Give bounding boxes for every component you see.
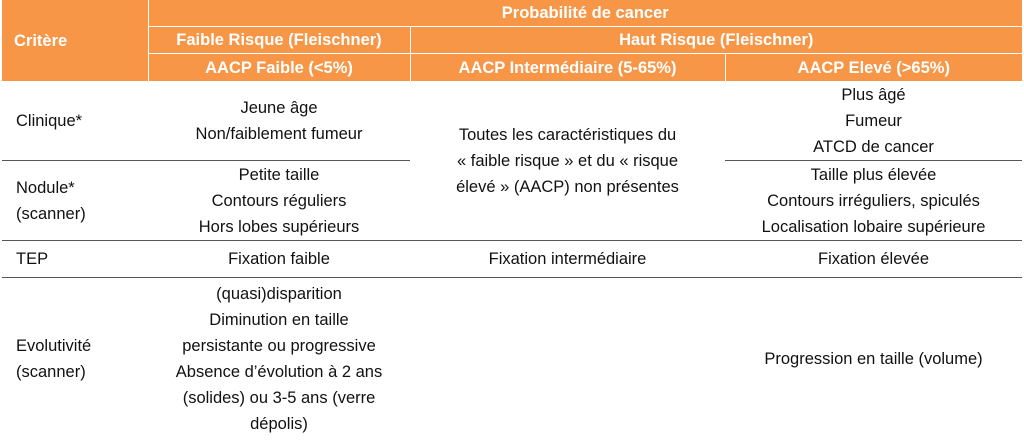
cell-line: Absence d’évolution à 2 ans [175, 362, 383, 381]
table-row [2, 241, 1022, 278]
row-name-evolutivite [2, 278, 148, 440]
criterion-header: Critère [2, 0, 148, 82]
cell-line: Contours irréguliers, spiculés [767, 191, 980, 210]
mid-shared-cell [410, 82, 725, 241]
col-high-header: AACP Elevé (>65%) [725, 54, 1022, 82]
low-risk-group-header: Faible Risque (Fleischner) [148, 27, 410, 54]
table-row [2, 278, 1022, 440]
probability-header: Probabilité de cancer [148, 0, 1022, 27]
col-mid-header: AACP Intermédiaire (5-65%) [410, 54, 725, 82]
cell-line: « faible risque » et du « risque [456, 152, 679, 170]
clinique-high-cell [725, 82, 1022, 161]
cell-line: dépolis) [250, 414, 308, 433]
cell-line: (solides) ou 3-5 ans (verre [182, 388, 376, 407]
table-row [2, 82, 1022, 161]
row-name-nodule [2, 161, 148, 241]
cell-line: Taille plus élevée [810, 165, 937, 184]
tep-high-cell: Fixation élevée [725, 241, 1022, 278]
evolutivite-low-cell [148, 278, 410, 440]
cell-line: Plus âgé [841, 86, 906, 104]
col-low-header: AACP Faible (<5%) [148, 54, 410, 82]
cell-line: Fumeur [845, 112, 902, 130]
row-name-clinique: Clinique* [2, 82, 148, 161]
nodule-high-cell [725, 161, 1022, 241]
cell-line: Non/faiblement fumeur [195, 125, 363, 143]
high-risk-group-header: Haut Risque (Fleischner) [410, 27, 1022, 54]
cell-line: Diminution en taille [209, 310, 349, 329]
cell-line: (quasi)disparition [216, 284, 342, 303]
row-name-tep: TEP [2, 241, 148, 278]
criteria-table [2, 0, 1022, 440]
tep-mid-cell: Fixation intermédiaire [410, 241, 725, 278]
cell-line: Localisation lobaire supérieure [761, 217, 986, 236]
cell-line: (scanner) [16, 204, 86, 223]
evolutivite-high-cell: Progression en taille (volume) [764, 349, 983, 368]
cell-line: (scanner) [16, 362, 86, 381]
cell-line: Jeune âge [240, 99, 318, 117]
cell-line: Contours réguliers [211, 191, 347, 210]
cell-line: Toutes les caractéristiques du [458, 126, 677, 144]
nodule-low-cell [148, 161, 410, 241]
cell-line: Nodule* [16, 178, 75, 197]
cell-line: Petite taille [238, 165, 320, 184]
cell-line: ATCD de cancer [813, 138, 934, 156]
cell-line: persistante ou progressive [182, 336, 376, 355]
evolutivite-mid-cell [410, 278, 725, 440]
tep-low-cell: Fixation faible [148, 241, 410, 278]
cell-line: Evolutivité [16, 336, 92, 355]
clinique-low-cell [148, 82, 410, 161]
cell-line: Hors lobes supérieurs [198, 217, 360, 236]
cell-line: élevé » (AACP) non présentes [456, 178, 679, 196]
table-header [2, 0, 1022, 82]
